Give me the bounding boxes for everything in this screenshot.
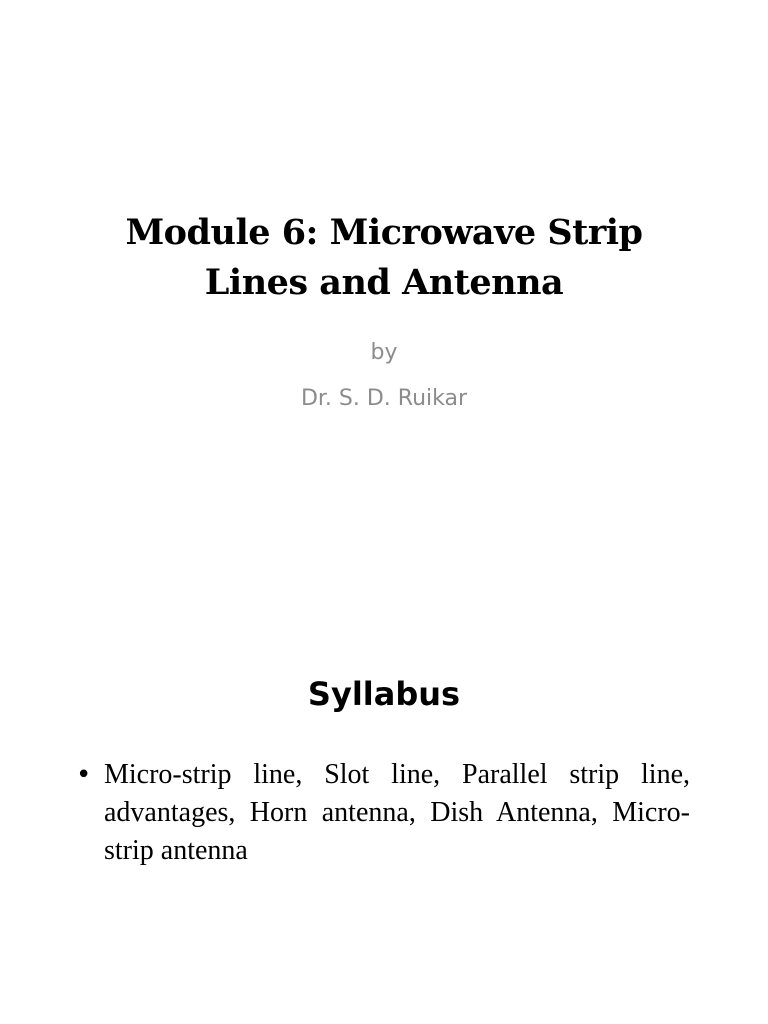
bullet-icon: •	[76, 760, 92, 790]
slide-title	[0, 208, 768, 308]
syllabus-list	[76, 756, 690, 870]
author-name: Dr. S. D. Ruikar	[300, 386, 468, 411]
slide-title-line-2: Lines and Antenna	[204, 262, 564, 303]
syllabus-slide	[0, 576, 768, 1024]
syllabus-list-item	[76, 756, 690, 870]
by-label: by	[370, 340, 398, 365]
syllabus-heading: Syllabus	[307, 675, 461, 713]
syllabus-item-text: Micro-strip line, Slot line, Parallel strip line, advantages, Horn antenna, Dish Antenna, Micro-strip antenna	[104, 759, 690, 866]
slide-title-line-1: Module 6: Microwave Strip	[125, 212, 643, 253]
